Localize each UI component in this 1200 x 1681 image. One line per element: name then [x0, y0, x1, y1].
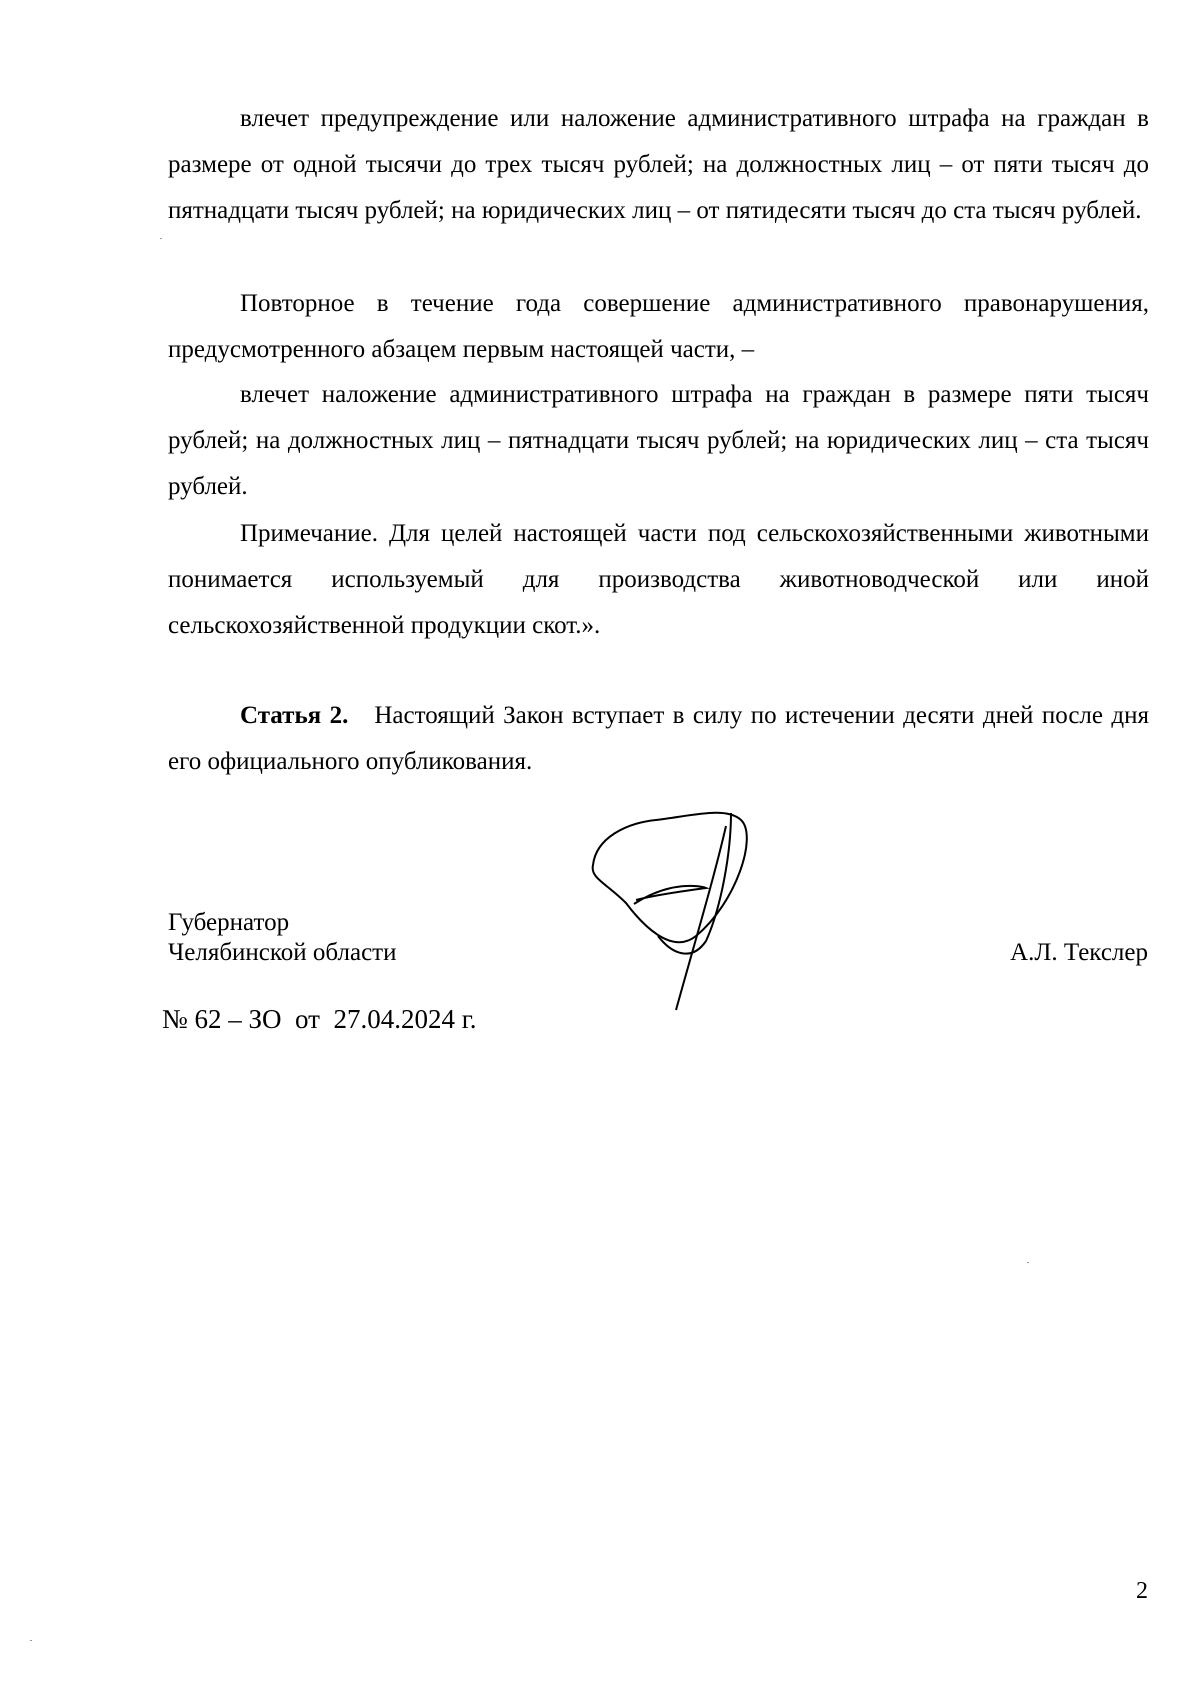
- handwritten-signature: [586, 808, 786, 1013]
- article-2-label: Статья 2.: [240, 702, 349, 729]
- registration-number: № 62 – ЗО от 27.04.2024 г.: [162, 1004, 477, 1034]
- article-2-text: Настоящий Закон вступает в силу по истечении десяти дней после дня его официального опубликования.: [168, 702, 1149, 775]
- scan-speck: [160, 238, 162, 239]
- penalty-paragraph: влечет предупреждение или наложение административного штрафа на граждан в размере от одной тысячи до трех тысяч рублей; на должностных лиц – от пяти тысяч до пятнадцати тысяч рублей; на юридических лиц – от пятидесяти тысяч до ста тысяч рублей.: [168, 105, 1149, 224]
- note-paragraph: Примечание. Для целей настоящей части под сельскохозяйственными животными понимается используемый для производства животноводческой или иной сельскохозяйственной продукции скот.».: [168, 520, 1149, 639]
- scan-speck: [30, 1640, 32, 1641]
- repeat-penalty-paragraph: влечет наложение административного штрафа на граждан в размере пяти тысяч рублей; на должностных лиц – пятнадцати тысяч рублей; на юридических лиц – ста тысяч рублей.: [168, 381, 1149, 500]
- signatory-position: [168, 908, 396, 968]
- signatory-position-line1: Губернатор: [168, 909, 290, 936]
- page-number: 2: [1136, 1578, 1148, 1604]
- signatory-position-line2: Челябинской области: [168, 939, 397, 966]
- signatory-name: А.Л. Текслер: [1010, 939, 1148, 966]
- repeat-offense-paragraph: Повторное в течение года совершение административного правонарушения, предусмотренного абзацем первым настоящей части, –: [168, 290, 1149, 363]
- scan-speck: [1027, 1262, 1029, 1263]
- article-2: [168, 693, 1149, 785]
